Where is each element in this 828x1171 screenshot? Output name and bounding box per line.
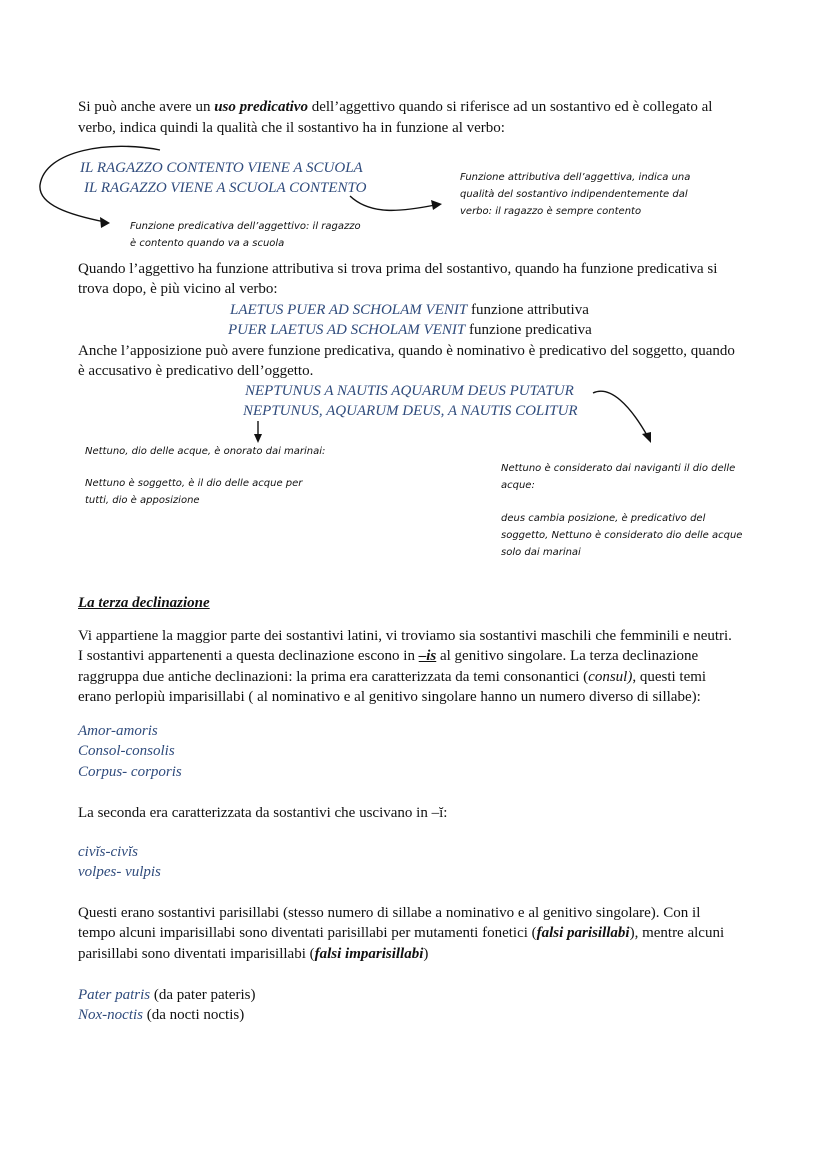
section-p4: erano perlopiù imparisillabi ( al nominativo e al genitivo singolare hanno un numero diverso di sillabe): [78,689,701,705]
intro-line-2: verbo, indica quindi la qualità che il sostantivo ha in funzione al verbo: [78,120,505,136]
text: tempo alcuni imparisillabi sono diventati parisillabi per mutamenti fonetici ( [78,925,537,941]
note-line: solo dai marinai [501,547,581,558]
text: raggruppa due antiche declinazioni: la prima era caratterizzata da temi consonantici ( [78,669,589,685]
note-left-2 [85,475,302,509]
text: I sostantivi appartenenti a questa declinazione escono in [78,648,419,664]
note-line: deus cambia posizione, è predicativo del [501,513,706,524]
curved-arrow-attributive [350,196,435,210]
emphasis: falsi imparisillabi [314,946,424,962]
example-neptunus-1: NEPTUNUS A NAUTIS AQUARUM DEUS PUTATUR [245,383,574,399]
section-p1: Vi appartiene la maggior parte dei sostantivi latini, vi troviamo sia sostantivi maschili che femminili e neutri. [78,628,732,644]
note: (da nocti noctis) [143,1007,245,1023]
note-line: Nettuno è considerato dai naviganti il dio delle [501,463,736,474]
note-line: Nettuno è soggetto, è il dio delle acque per [85,478,303,489]
text: al genitivo singolare. La terza declinazione [436,648,699,664]
latin: PUER LAETUS AD SCHOLAM VENIT [228,322,466,338]
section-heading: La terza declinazione [78,595,210,611]
section-p3 [78,667,706,687]
apposition-line-2: è accusativo è predicativo dell’oggetto. [78,363,314,379]
position-line-2: trova dopo, è più vicino al verbo: [78,281,278,297]
example-laetus-1 [230,300,589,320]
note-line: tutti, dio è apposizione [85,495,200,506]
example-pater [78,985,255,1005]
note-left-1: Nettuno, dio delle acque, è onorato dai marinai: [85,446,326,457]
note: (da pater pateris) [150,987,256,1003]
curved-arrow-right [593,391,648,437]
note-right-2 [501,510,742,561]
parisyllabic-line-2 [78,923,724,943]
note-line: soggetto, Nettuno è considerato dio delle acque [501,530,743,541]
note-predicative [130,218,361,252]
latin: Pater patris [78,987,151,1003]
emphasis: falsi parisillabi [536,925,630,941]
text: ), mentre alcuni [629,925,725,941]
note-line: Funzione attributiva dell’aggettiva, indica una [460,172,691,183]
label: funzione predicativa [465,322,592,338]
example-list-item: volpes- vulpis [78,864,161,880]
note-right-1 [501,460,735,494]
intro-line-1 [78,97,712,117]
example-nox [78,1005,244,1025]
text: ) [423,946,429,962]
note-line: verbo: il ragazzo è sempre contento [460,206,642,217]
note-line: acque: [501,480,535,491]
example-list-item: Consol-consolis [78,743,175,759]
latin: LAETUS PUER AD SCHOLAM VENIT [230,302,468,318]
example-list-item: civĭs-civĭs [78,844,138,860]
example-laetus-2 [228,320,592,340]
position-line-1: Quando l’aggettivo ha funzione attributiva si trova prima del sostantivo, quando ha funzione predicativa si [78,261,718,277]
note-line: è contento quando va a scuola [130,238,285,249]
example-list-item: Corpus- corporis [78,764,182,780]
section-p2 [78,646,698,666]
parisyllabic-line-1: Questi erano sostantivi parisillabi (stesso numero di sillabe a nominativo e al genitivo singolare). Con il [78,905,701,921]
note-line: qualità del sostantivo indipendentemente dal [460,189,688,200]
latin: Nox-noctis [78,1007,143,1023]
second-declension-text: La seconda era caratterizzata da sostantivi che uscivano in –ĭ: [78,805,448,821]
apposition-line-1: Anche l’apposizione può avere funzione predicativa, quando è nominativo è predicativo del soggetto, quando [78,343,735,359]
example-ragazzo-1: IL RAGAZZO CONTENTO VIENE A SCUOLA [80,160,363,176]
text: , questi temi [632,669,707,685]
label: funzione attributiva [467,302,589,318]
example-ragazzo-2: IL RAGAZZO VIENE A SCUOLA CONTENTO [84,180,367,196]
text: Si può anche avere un [78,99,215,115]
text: parisillabi sono diventati imparisillabi ( [78,946,315,962]
emphasis: –is [418,648,437,664]
example-list-item: Amor-amoris [78,723,158,739]
parisyllabic-line-3 [78,944,428,964]
example-neptunus-2: NEPTUNUS, AQUARUM DEUS, A NAUTIS COLITUR [243,403,578,419]
note-attributive [460,169,690,220]
text: dell’aggettivo quando si riferisce ad un sostantivo ed è collegato al [307,99,713,115]
emphasis: uso predicativo [214,99,308,115]
note-line: Funzione predicativa dell’aggettivo: il ragazzo [130,221,361,232]
emphasis: consul) [588,669,633,685]
